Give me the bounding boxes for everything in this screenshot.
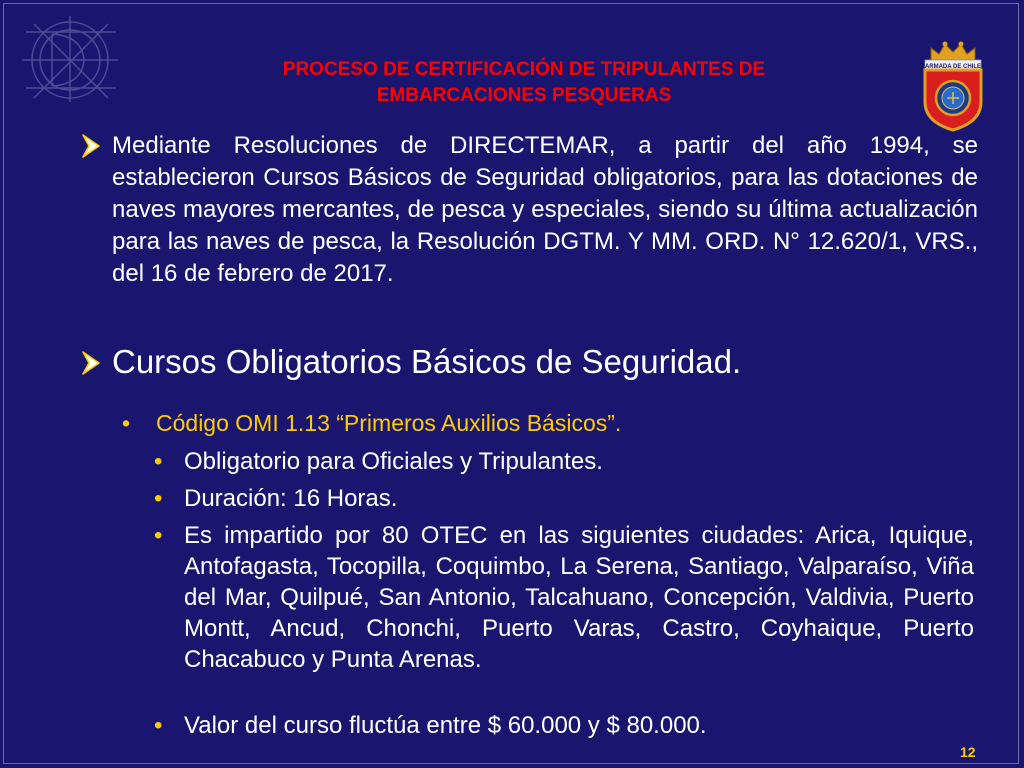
detail-text: Obligatorio para Oficiales y Tripulantes. bbox=[184, 448, 603, 475]
arrow-bullet-icon bbox=[80, 350, 102, 376]
detail-text: Valor del curso fluctúa entre $ 60.000 y $ 80.000. bbox=[184, 712, 707, 739]
section-heading-text: Cursos Obligatorios Básicos de Seguridad. bbox=[112, 343, 742, 380]
detail-item bbox=[154, 710, 974, 741]
page-number: 12 bbox=[960, 744, 976, 760]
arrow-bullet-icon bbox=[80, 133, 102, 159]
dot-bullet-icon: • bbox=[154, 448, 163, 475]
crest-ribbon-text: ARMADA DE CHILE bbox=[924, 64, 982, 70]
detail-item bbox=[154, 520, 974, 675]
detail-text: Duración: 16 Horas. bbox=[184, 485, 398, 512]
detail-item bbox=[154, 446, 974, 477]
dot-bullet-icon: • bbox=[122, 410, 131, 436]
dot-bullet-icon: • bbox=[154, 712, 163, 739]
slide bbox=[3, 3, 1019, 764]
title-line-1: PROCESO DE CERTIFICACIÓN DE TRIPULANTES DE bbox=[282, 59, 766, 80]
course-title-text: Código OMI 1.13 “Primeros Auxilios Básicos”. bbox=[156, 410, 622, 436]
course-title bbox=[122, 408, 982, 438]
slide-title bbox=[184, 57, 864, 109]
armada-crest-icon bbox=[917, 40, 989, 132]
section-heading bbox=[80, 342, 978, 382]
intro-paragraph bbox=[80, 130, 978, 290]
directemar-logo-icon bbox=[12, 12, 124, 104]
dot-bullet-icon: • bbox=[154, 522, 163, 549]
dot-bullet-icon: • bbox=[154, 485, 163, 512]
detail-item bbox=[154, 483, 974, 514]
title-line-2: EMBARCACIONES PESQUERAS bbox=[376, 85, 672, 106]
detail-text: Es impartido por 80 OTEC en las siguientes ciudades: Arica, Iquique, Antofagasta, Tocopilla, Coquimbo, La Serena, Santiago, Valparaíso, Viña del Mar, Quilpué, San Antonio, Talcahuano, Concepción, Valdivia, Puerto Montt, Ancud, Chonchi, Puerto Varas, Castro, Coyhaique, Puerto Chacabuco y Punta Arenas. bbox=[184, 522, 974, 673]
intro-text: Mediante Resoluciones de DIRECTEMAR, a partir del año 1994, se establecieron Cursos Básicos de Seguridad obligatorios, para las dotaciones de naves mayores mercantes, de pesca y especiales, siendo su última actualización para las naves de pesca, la Resolución DGTM. Y MM. ORD. N° 12.620/1, VRS., del 16 de febrero de 2017. bbox=[112, 132, 978, 287]
